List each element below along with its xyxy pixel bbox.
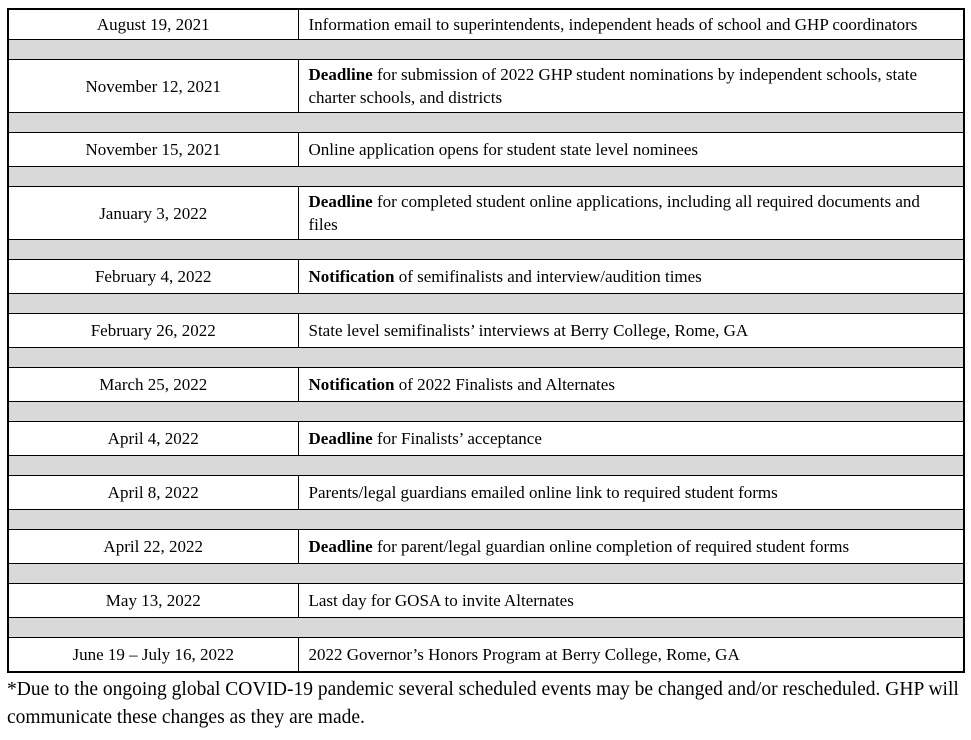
- spacer-cell: [8, 618, 964, 638]
- spacer-cell: [8, 456, 964, 476]
- date-cell: May 13, 2022: [8, 584, 298, 618]
- date-cell: January 3, 2022: [8, 187, 298, 240]
- date-cell: April 22, 2022: [8, 530, 298, 564]
- spacer-cell: [8, 510, 964, 530]
- table-row: [8, 133, 964, 167]
- spacer-cell: [8, 113, 964, 133]
- description-bold-lead: Deadline: [308, 192, 373, 211]
- table-row: [8, 187, 964, 240]
- description-text: Online application opens for student state level nominees: [308, 140, 698, 159]
- date-cell: April 8, 2022: [8, 476, 298, 510]
- spacer-row: [8, 510, 964, 530]
- table-row: [8, 530, 964, 564]
- description-cell: [298, 9, 964, 40]
- spacer-row: [8, 348, 964, 368]
- description-cell: [298, 368, 964, 402]
- date-cell: June 19 – July 16, 2022: [8, 638, 298, 672]
- spacer-row: [8, 40, 964, 60]
- description-bold-lead: Notification: [308, 375, 395, 394]
- description-text: Parents/legal guardians emailed online link to required student forms: [308, 483, 778, 502]
- description-cell: [298, 60, 964, 113]
- spacer-row: [8, 294, 964, 314]
- description-cell: [298, 314, 964, 348]
- spacer-row: [8, 564, 964, 584]
- description-text: for Finalists’ acceptance: [372, 429, 542, 448]
- table-row: [8, 314, 964, 348]
- description-bold-lead: Deadline: [308, 537, 373, 556]
- spacer-row: [8, 167, 964, 187]
- description-text: Last day for GOSA to invite Alternates: [308, 591, 574, 610]
- description-bold-lead: Deadline: [308, 429, 373, 448]
- spacer-cell: [8, 348, 964, 368]
- spacer-cell: [8, 167, 964, 187]
- description-text: of semifinalists and interview/audition times: [394, 267, 702, 286]
- spacer-cell: [8, 564, 964, 584]
- table-row: [8, 260, 964, 294]
- spacer-row: [8, 456, 964, 476]
- table-row: [8, 60, 964, 113]
- table-row: [8, 476, 964, 510]
- spacer-row: [8, 618, 964, 638]
- date-cell: February 26, 2022: [8, 314, 298, 348]
- description-text: for submission of 2022 GHP student nominations by independent schools, state charter schools, and districts: [308, 65, 918, 107]
- description-text: 2022 Governor’s Honors Program at Berry College, Rome, GA: [308, 644, 740, 664]
- table-row: [8, 422, 964, 456]
- description-cell: [298, 133, 964, 167]
- spacer-cell: [8, 294, 964, 314]
- spacer-cell: [8, 40, 964, 60]
- date-cell: February 4, 2022: [8, 260, 298, 294]
- table-row: [8, 584, 964, 618]
- description-cell: [298, 422, 964, 456]
- spacer-row: [8, 240, 964, 260]
- description-cell: [298, 260, 964, 294]
- description-cell: [298, 476, 964, 510]
- description-text: State level semifinalists’ interviews at Berry College, Rome, GA: [308, 321, 749, 340]
- table-row: [8, 9, 964, 40]
- date-cell: November 15, 2021: [8, 133, 298, 167]
- table-row: [8, 638, 964, 672]
- date-cell: November 12, 2021: [8, 60, 298, 113]
- description-text: for completed student online applications, including all required documents and files: [308, 192, 920, 234]
- date-cell: April 4, 2022: [8, 422, 298, 456]
- date-cell: August 19, 2021: [8, 9, 298, 40]
- description-bold-lead: Notification: [308, 267, 395, 286]
- spacer-row: [8, 113, 964, 133]
- description-text: of 2022 Finalists and Alternates: [394, 375, 615, 394]
- description-text: for parent/legal guardian online completion of required student forms: [372, 537, 850, 556]
- footnote: *Due to the ongoing global COVID-19 pandemic several scheduled events may be changed and/or rescheduled. GHP will communicate these changes as they are made.: [7, 678, 959, 728]
- description-cell: [298, 187, 964, 240]
- spacer-cell: [8, 240, 964, 260]
- spacer-row: [8, 402, 964, 422]
- description-text: Information email to superintendents, independent heads of school and GHP coordinators: [308, 15, 918, 34]
- description-cell: [298, 584, 964, 618]
- description-cell: [298, 530, 964, 564]
- description-cell: [298, 638, 964, 672]
- table-row: [8, 368, 964, 402]
- date-cell: March 25, 2022: [8, 368, 298, 402]
- spacer-cell: [8, 402, 964, 422]
- description-bold-lead: Deadline: [308, 65, 373, 84]
- ghp-schedule-table: [7, 8, 965, 673]
